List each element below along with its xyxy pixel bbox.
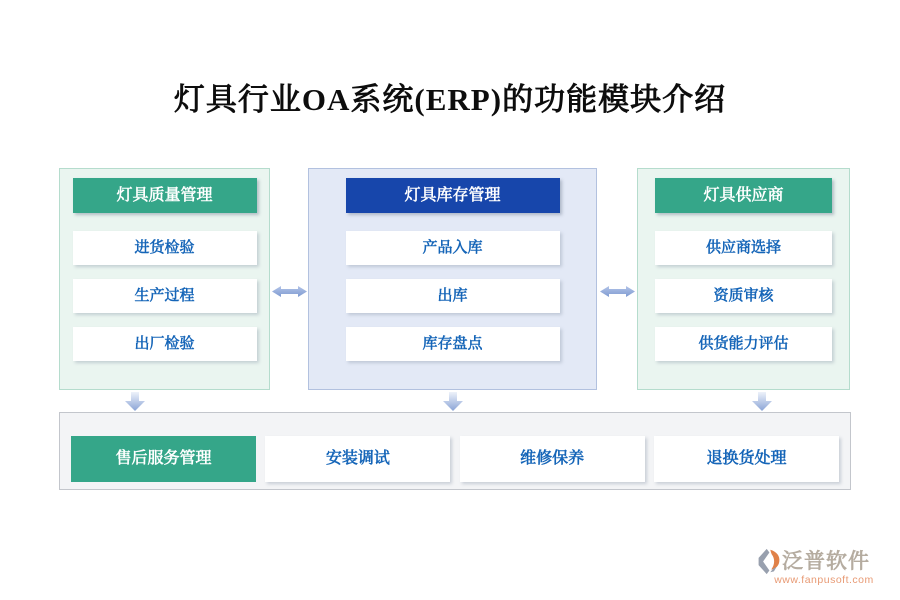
inventory-item-product-inbound: 产品入库 [346, 231, 560, 265]
supplier-item-selection: 供应商选择 [655, 231, 832, 265]
after-sales-service-header: 售后服务管理 [71, 436, 256, 482]
quality-item-factory-inspection: 出厂检验 [73, 327, 257, 361]
inventory-item-outbound: 出库 [346, 279, 560, 313]
inventory-item-stocktaking: 库存盘点 [346, 327, 560, 361]
fanpu-logo-name: 泛普软件 [782, 550, 870, 573]
supplier-module-header: 灯具供应商 [655, 178, 832, 213]
inventory-module-header: 灯具库存管理 [346, 178, 560, 213]
page-title: 灯具行业OA系统(ERP)的功能模块介绍 [173, 82, 727, 117]
after-sales-item-maintenance: 维修保养 [460, 436, 645, 482]
down-arrow-icon [442, 392, 464, 411]
fanpu-logo-url: www.fanpusoft.com [774, 574, 874, 586]
fanpu-logo [755, 547, 893, 586]
fanpu-gem-icon [755, 547, 782, 576]
inventory-module-panel [308, 168, 597, 390]
down-arrow-icon [124, 392, 146, 411]
supplier-item-capacity-evaluation: 供货能力评估 [655, 327, 832, 361]
down-arrow-icon [751, 392, 773, 411]
quality-module-header: 灯具质量管理 [73, 178, 257, 213]
supplier-item-qualification-review: 资质审核 [655, 279, 832, 313]
quality-item-incoming-inspection: 进货检验 [73, 231, 257, 265]
quality-module-panel [59, 168, 270, 390]
after-sales-service-panel [59, 412, 851, 490]
left-right-arrow-icon [271, 280, 308, 303]
quality-item-production-process: 生产过程 [73, 279, 257, 313]
after-sales-item-installation-debugging: 安装调试 [265, 436, 450, 482]
supplier-module-panel [637, 168, 850, 390]
left-right-arrow-icon [599, 280, 636, 303]
after-sales-item-return-exchange: 退换货处理 [654, 436, 839, 482]
